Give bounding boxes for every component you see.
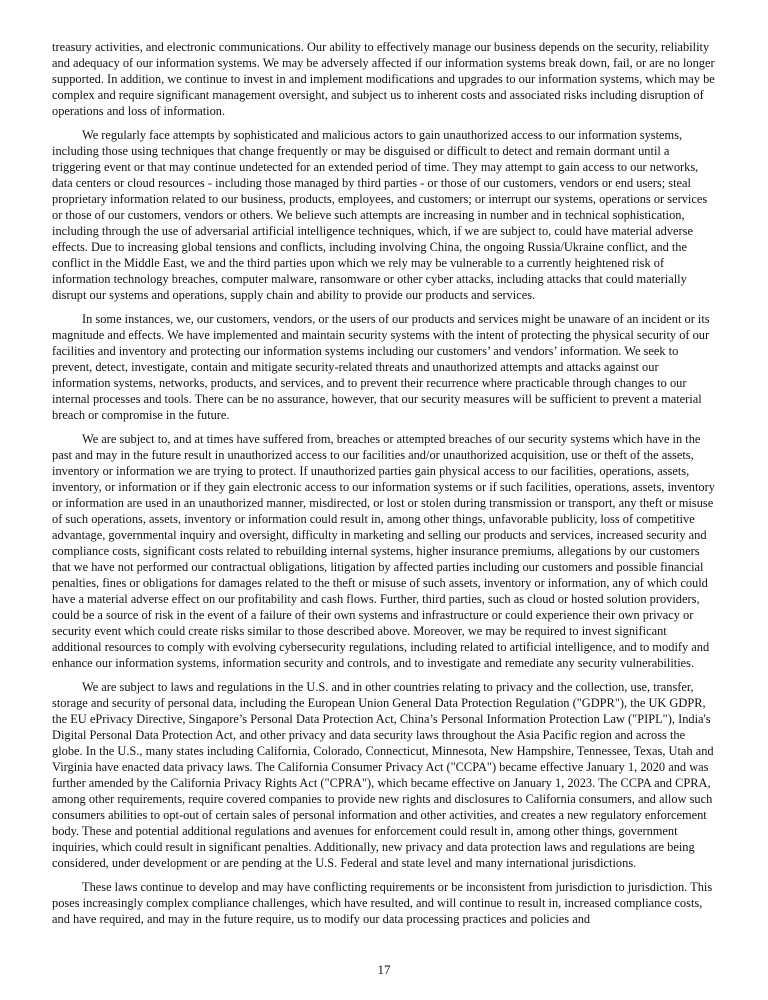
- paragraph-breaches: We are subject to, and at times have suffered from, breaches or attempted breaches of our security systems which have in the past and may in the future result in unauthorized access to our facilities and/or unauthorized acquisition, use or theft of the assets, inventory or information we are trying to protect. If unauthorized parties gain physical access to our facilities, operations, assets, inventory, or information or if they gain electronic access to our information systems or if such facilities, operations, assets, inventory or information are used in an unauthorized manner, misdirected, or lost or stolen during transmission or transport, any theft or misuse of such operations, assets, inventory or information could result in, among other things, unfavorable publicity, loss of competitive advantage, governmental inquiry and oversight, difficulty in marketing and selling our products and services, increased security and compliance costs, significant costs related to rebuilding internal systems, higher insurance premiums, allegations by our customers that we have not performed our contractual obligations, litigation by affected parties including our customers and possible financial penalties, fines or obligations for damages related to the theft or misuse of such assets, inventory or information, any of which could have a material adverse effect on our profitability and cash flows. Further, third parties, such as cloud or hosted solution providers, could be a source of risk in the event of a failure of their own systems and infrastructure or could experience their own privacy or security event which could create risks similar to those described above. Moreover, we may be required to invest significant additional resources to comply with evolving cybersecurity regulations, including related to artificial intelligence, and to modify and enhance our information systems, information security and controls, and to investigate and remediate any security vulnerabilities.: [52, 432, 715, 670]
- paragraph-security-systems: In some instances, we, our customers, vendors, or the users of our products and services might be unaware of an incident or its magnitude and effects. We have implemented and maintain security systems with the intent of protecting the physical security of our facilities and inventory and protecting our information systems including our customers’ and vendors’ information. We seek to prevent, detect, investigate, contain and mitigate security-related threats and unauthorized attempts and attacks against our information systems, networks, products, and services, and to prevent their recurrence where practicable through changes to our internal processes and tools. There can be no assurance, however, that our security measures will be sufficient to prevent a material breach or compromise in the future.: [52, 312, 710, 422]
- paragraph-privacy-laws: We are subject to laws and regulations in the U.S. and in other countries relating to privacy and the collection, use, transfer, storage and security of personal data, including the European Union General Data Protection Regulation ("GDPR"), the UK GDPR, the EU ePrivacy Directive, Singapore’s Personal Data Protection Act, China’s Personal Information Protection Law ("PIPL"), India's Digital Personal Data Protection Act, and other privacy and data security laws throughout the Asia Pacific region and across the globe. In the U.S., many states including California, Colorado, Connecticut, Minnesota, New Hampshire, Tennessee, Texas, Utah and Virginia have enacted data privacy laws. The California Consumer Privacy Act ("CCPA") became effective January 1, 2020 and was further amended by the California Privacy Rights Act ("CPRA"), which became effective on January 1, 2023. The CCPA and CPRA, among other requirements, require covered companies to provide new rights and disclosures to California consumers, and allow such consumers abilities to opt-out of certain sales of personal information and other activities, and creates a new regulatory enforcement body. These and potential additional regulations and avenues for enforcement could result in, among other things, government inquiries, which could result in significant penalties. Additionally, new privacy and data protection laws and regulations are being considered, under development or are pending at the U.S. Federal and state level and many international jurisdictions.: [52, 680, 714, 870]
- document-body: [52, 39, 716, 935]
- paragraph-compliance: These laws continue to develop and may have conflicting requirements or be inconsistent from jurisdiction to jurisdiction. This poses increasingly complex compliance challenges, which have resulted, and will continue to result in, increased compliance costs, and have required, and may in the future require, us to modify our data processing practices and policies and: [52, 880, 713, 926]
- paragraph-cyber-attacks: We regularly face attempts by sophisticated and malicious actors to gain unauthorized access to our information systems, including those using techniques that change frequently or may be disguised or difficult to detect and remain dormant until a triggering event or that may continue undetected for an extended period of time. They may attempt to gain access to our networks, data centers or cloud resources - including those managed by third parties - or those of our customers, vendors or end users; steal proprietary information related to our business, products, employees, and customers; or interrupt our systems, operations or services or those of our customers, vendors or others. We believe such attempts are increasing in number and in technical sophistication, including through the use of adversarial artificial intelligence techniques, which, if we are subject to, could have material adverse effects. Due to increasing global tensions and conflicts, including involving China, the ongoing Russia/Ukraine conflict, and the conflict in the Middle East, we and the third parties upon which we rely may be vulnerable to a currently heightened risk of information technology breaches, computer malware, ransomware or other cyber attacks, including attacks that could materially disrupt our systems and operations, supply chain and ability to provide our products and services.: [52, 128, 708, 302]
- page-number: 17: [377, 962, 391, 977]
- paragraph-continued: treasury activities, and electronic communications. Our ability to effectively manage our business depends on the security, reliability and adequacy of our information systems. We may be adversely affected if our information systems break down, fail, or are no longer supported. In addition, we continue to invest in and implement modifications and upgrades to our information systems, which may be complex and require significant management oversight, and subject us to inherent costs and associated risks including disruption of operations and loss of information.: [52, 40, 715, 118]
